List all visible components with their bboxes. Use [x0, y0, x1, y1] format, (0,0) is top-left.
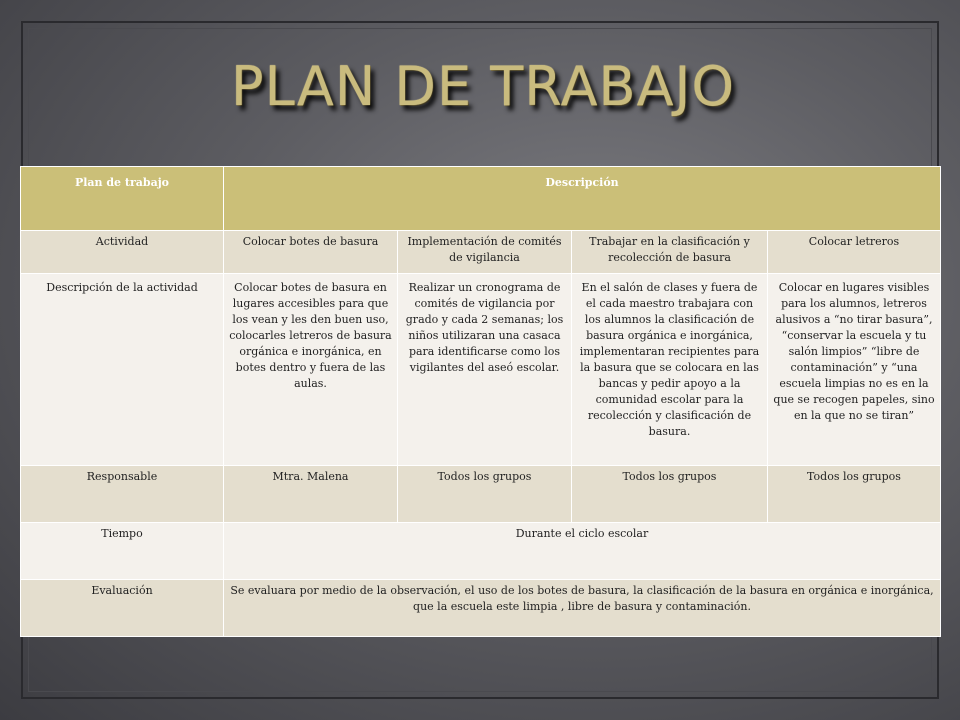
tiempo-value: Durante el ciclo escolar [224, 523, 941, 580]
evaluacion-value: Se evaluara por medio de la observación, el uso de los botes de basura, la clasificación de la basura en orgánica e inorgánica, que la escuela este limpia , libre de basura y contaminación. [224, 580, 941, 637]
descripcion-cell-4: Colocar en lugares visibles para los alumnos, letreros alusivos a “no tirar basura”, “conservar la escuela y tu salón limpios” “libre de contaminación” y “una escuela limpias no es en la que se recogen papeles, sino en la que no se tiran” [768, 274, 941, 466]
actividad-cell-1: Colocar botes de basura [224, 231, 398, 274]
actividad-cell-3: Trabajar en la clasificación y recolección de basura [572, 231, 768, 274]
row-label-actividad: Actividad [21, 231, 224, 274]
responsable-cell-4: Todos los grupos [768, 466, 941, 523]
row-label-tiempo: Tiempo [21, 523, 224, 580]
table-header-row [21, 167, 941, 231]
descripcion-cell-3: En el salón de clases y fuera de el cada maestro trabajara con los alumnos la clasificación de basura orgánica e inorgánica, implementaran recipientes para la basura que se colocara en las bancas y pedir apoyo a la comunidad escolar para la recolección y clasificación de basura. [572, 274, 768, 466]
table-row-descripcion [21, 274, 941, 466]
header-plan-de-trabajo: Plan de trabajo [21, 167, 224, 231]
responsable-cell-2: Todos los grupos [398, 466, 572, 523]
responsable-cell-1: Mtra. Malena [224, 466, 398, 523]
row-label-responsable: Responsable [21, 466, 224, 523]
row-label-evaluacion: Evaluación [21, 580, 224, 637]
table-row-actividad [21, 231, 941, 274]
actividad-cell-2: Implementación de comités de vigilancia [398, 231, 572, 274]
header-descripcion: Descripción [224, 167, 941, 231]
table-row-tiempo [21, 523, 941, 580]
table-row-responsable [21, 466, 941, 523]
actividad-cell-4: Colocar letreros [768, 231, 941, 274]
descripcion-cell-2: Realizar un cronograma de comités de vigilancia por grado y cada 2 semanas; los niños utilizaran una casaca para identificarse como los vigilantes del aseó escolar. [398, 274, 572, 466]
slide-title: PLAN DE TRABAJO [231, 55, 735, 118]
work-plan-table [20, 166, 941, 637]
table-row-evaluacion [21, 580, 941, 637]
descripcion-cell-1: Colocar botes de basura en lugares accesibles para que los vean y les den buen uso, colocarles letreros de basura orgánica e inorgánica, en botes dentro y fuera de las aulas. [224, 274, 398, 466]
row-label-descripcion: Descripción de la actividad [21, 274, 224, 466]
responsable-cell-3: Todos los grupos [572, 466, 768, 523]
